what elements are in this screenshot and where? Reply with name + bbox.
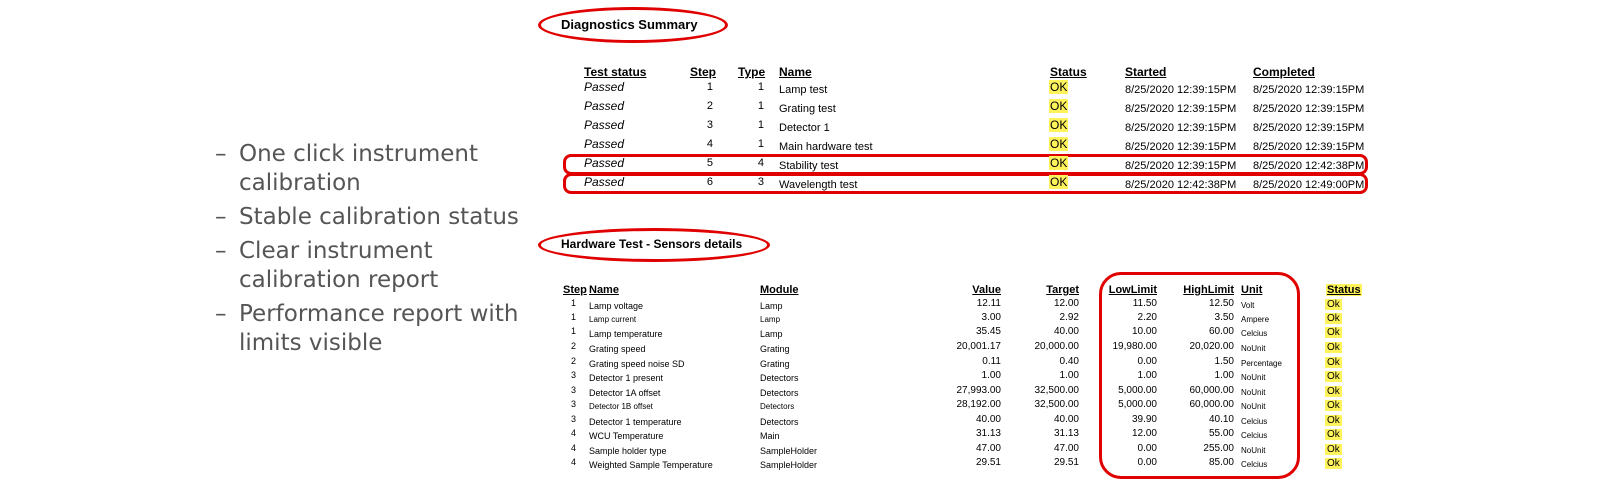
unit-cell: Celcius: [1241, 431, 1268, 440]
status-cell: OK: [1050, 137, 1068, 151]
module-cell: Grating: [760, 344, 790, 354]
header-highlimit: HighLimit: [1183, 284, 1234, 296]
table-row: [0, 399, 1600, 413]
table-row: [0, 118, 1600, 137]
target-cell: 1.00: [1059, 370, 1079, 381]
name-cell: Lamp current: [589, 315, 637, 324]
lowlimit-cell: 1.00: [1137, 370, 1157, 381]
status-cell: Ok: [1327, 342, 1340, 353]
highlimit-cell: 60,000.00: [1189, 385, 1234, 396]
started-cell: 8/25/2020 12:39:15PM: [1125, 141, 1237, 153]
lowlimit-cell: 5,000.00: [1118, 385, 1157, 396]
lowlimit-cell: 12.00: [1131, 428, 1157, 439]
bullet-dash: –: [215, 301, 227, 327]
lowlimit-cell: 19,980.00: [1112, 341, 1157, 352]
step-cell: 3: [570, 370, 576, 380]
completed-cell: 8/25/2020 12:39:15PM: [1253, 141, 1365, 153]
unit-cell: Ampere: [1241, 315, 1270, 324]
target-cell: 32,500.00: [1034, 385, 1079, 396]
name-cell: Grating speed noise SD: [589, 359, 685, 369]
name-cell: Detector 1 present: [589, 373, 664, 383]
table-row: [0, 326, 1600, 340]
table-row: [0, 99, 1600, 118]
type-cell: 1: [757, 138, 764, 150]
status-cell: OK: [1050, 99, 1068, 113]
bullet-text: Stable calibration status: [239, 204, 519, 230]
name-cell: Lamp temperature: [589, 329, 663, 339]
hardware-title: Hardware Test - Sensors details: [561, 237, 743, 251]
header-status: Status: [1050, 65, 1087, 79]
unit-cell: Celcius: [1241, 329, 1268, 338]
name-cell: Main hardware test: [779, 141, 873, 153]
bullet-item: [215, 203, 535, 232]
status-cell: Ok: [1327, 357, 1340, 368]
started-cell: 8/25/2020 12:39:15PM: [1125, 160, 1237, 172]
value-cell: 3.00: [981, 312, 1001, 323]
status-cell: Ok: [1327, 444, 1340, 455]
target-cell: 2.92: [1059, 312, 1079, 323]
value-cell: 35.45: [975, 326, 1001, 337]
step-cell: 6: [706, 176, 713, 188]
lowlimit-cell: 10.00: [1131, 326, 1157, 337]
header-value: Value: [972, 284, 1001, 296]
unit-cell: NoUnit: [1241, 446, 1266, 455]
lowlimit-cell: 2.20: [1137, 312, 1157, 323]
highlimit-cell: 85.00: [1208, 457, 1234, 468]
bullet-text: One click instrument calibration: [239, 141, 478, 196]
value-cell: 40.00: [975, 414, 1001, 425]
step-cell: 4: [570, 443, 576, 453]
status-cell: OK: [1050, 80, 1068, 94]
name-cell: Detector 1 temperature: [589, 417, 682, 427]
unit-cell: Percentage: [1241, 359, 1282, 368]
header-step: Step: [690, 65, 717, 79]
target-cell: 31.13: [1053, 428, 1079, 439]
name-cell: Weighted Sample Temperature: [589, 460, 713, 470]
value-cell: 1.00: [981, 370, 1001, 381]
table-row: [0, 385, 1600, 399]
module-cell: Detectors: [760, 388, 799, 398]
header-lowlimit: LowLimit: [1108, 284, 1157, 296]
table-row: [0, 356, 1600, 370]
status-cell: Ok: [1327, 299, 1340, 310]
completed-cell: 8/25/2020 12:39:15PM: [1253, 84, 1365, 96]
module-cell: Detectors: [760, 402, 795, 411]
header-started: Started: [1125, 65, 1167, 79]
completed-cell: 8/25/2020 12:39:15PM: [1253, 122, 1365, 134]
step-cell: 3: [570, 414, 576, 424]
header-test-status: Test status: [584, 65, 647, 79]
highlimit-cell: 55.00: [1208, 428, 1234, 439]
target-cell: 40.00: [1053, 326, 1079, 337]
header-completed: Completed: [1253, 65, 1316, 79]
lowlimit-cell: 0.00: [1137, 443, 1157, 454]
table-row: [0, 457, 1600, 471]
name-cell: Detector 1A offset: [589, 388, 661, 398]
type-cell: 1: [757, 119, 764, 131]
test-status-cell: Passed: [584, 118, 625, 132]
table-row: [0, 370, 1600, 384]
target-cell: 0.40: [1059, 356, 1079, 367]
highlimit-cell: 1.50: [1214, 356, 1234, 367]
status-cell: OK: [1050, 175, 1068, 189]
completed-cell: 8/25/2020 12:42:38PM: [1253, 160, 1365, 172]
value-cell: 47.00: [975, 443, 1001, 454]
table-row: [0, 341, 1600, 355]
highlimit-cell: 255.00: [1203, 443, 1234, 454]
header-module: Module: [760, 284, 799, 296]
target-cell: 12.00: [1053, 298, 1079, 309]
target-cell: 20,000.00: [1034, 341, 1079, 352]
step-cell: 1: [570, 312, 576, 322]
lowlimit-cell: 0.00: [1137, 457, 1157, 468]
highlimit-cell: 40.10: [1208, 414, 1234, 425]
table-row: [0, 175, 1600, 194]
step-cell: 1: [706, 81, 713, 93]
status-cell: Ok: [1327, 313, 1340, 324]
step-cell: 4: [570, 457, 576, 467]
unit-cell: NoUnit: [1241, 388, 1266, 397]
step-cell: 1: [570, 326, 576, 336]
highlimit-cell: 1.00: [1214, 370, 1234, 381]
table-row: [0, 312, 1600, 326]
header-status: Status: [1327, 284, 1361, 296]
name-cell: Grating speed: [589, 344, 646, 354]
header-name: Name: [779, 65, 812, 79]
test-status-cell: Passed: [584, 137, 625, 151]
table-row: [0, 414, 1600, 428]
started-cell: 8/25/2020 12:42:38PM: [1125, 179, 1237, 191]
test-status-cell: Passed: [584, 99, 625, 113]
table-row: [0, 298, 1600, 312]
unit-cell: Volt: [1241, 301, 1255, 310]
bullet-text: Performance report with limits visible: [239, 301, 519, 356]
highlimit-cell: 20,020.00: [1189, 341, 1234, 352]
highlimit-cell: 60.00: [1208, 326, 1234, 337]
header-step: Step: [563, 284, 587, 296]
status-cell: Ok: [1327, 415, 1340, 426]
name-cell: Lamp voltage: [589, 301, 644, 311]
diagnostics-title: Diagnostics Summary: [561, 17, 698, 32]
value-cell: 27,993.00: [956, 385, 1001, 396]
module-cell: Main: [760, 431, 780, 441]
bullet-text: Clear instrument calibration report: [239, 238, 439, 293]
step-cell: 2: [706, 100, 713, 112]
name-cell: WCU Temperature: [589, 431, 664, 441]
step-cell: 4: [570, 428, 576, 438]
target-cell: 47.00: [1053, 443, 1079, 454]
unit-cell: NoUnit: [1241, 373, 1266, 382]
table-row: [0, 80, 1600, 99]
bullet-item: [215, 237, 535, 295]
name-cell: Stability test: [779, 160, 839, 172]
started-cell: 8/25/2020 12:39:15PM: [1125, 122, 1237, 134]
step-cell: 3: [706, 119, 713, 131]
unit-cell: Celcius: [1241, 460, 1268, 469]
value-cell: 28,192.00: [956, 399, 1001, 410]
status-cell: Ok: [1327, 458, 1340, 469]
highlimit-cell: 3.50: [1214, 312, 1234, 323]
bullet-dash: –: [215, 238, 227, 264]
table-row: [0, 443, 1600, 457]
type-cell: 1: [757, 81, 764, 93]
table-row: [0, 428, 1600, 442]
target-cell: 40.00: [1053, 414, 1079, 425]
value-cell: 0.11: [982, 356, 1001, 367]
step-cell: 1: [570, 298, 576, 308]
name-cell: Grating test: [779, 103, 836, 115]
name-cell: Wavelength test: [779, 179, 858, 191]
highlimit-cell: 60,000.00: [1189, 399, 1234, 410]
step-cell: 5: [706, 157, 713, 169]
module-cell: Lamp: [760, 301, 783, 311]
lowlimit-cell: 39.90: [1131, 414, 1157, 425]
value-cell: 20,001.17: [956, 341, 1001, 352]
step-cell: 3: [570, 385, 576, 395]
status-cell: OK: [1050, 156, 1068, 170]
header-type: Type: [738, 65, 766, 79]
lowlimit-cell: 11.50: [1132, 298, 1157, 309]
step-cell: 2: [570, 356, 576, 366]
target-cell: 32,500.00: [1034, 399, 1079, 410]
module-cell: Lamp: [760, 329, 783, 339]
step-cell: 2: [570, 341, 576, 351]
module-cell: SampleHolder: [760, 446, 818, 456]
module-cell: Grating: [760, 359, 790, 369]
bullet-dash: –: [215, 204, 227, 230]
target-cell: 29.51: [1053, 457, 1079, 468]
started-cell: 8/25/2020 12:39:15PM: [1125, 84, 1237, 96]
test-status-cell: Passed: [584, 156, 625, 170]
step-cell: 4: [706, 138, 713, 150]
started-cell: 8/25/2020 12:39:15PM: [1125, 103, 1237, 115]
header-target: Target: [1046, 284, 1079, 296]
name-cell: Detector 1: [779, 122, 830, 134]
unit-cell: NoUnit: [1241, 344, 1266, 353]
completed-cell: 8/25/2020 12:39:15PM: [1253, 103, 1365, 115]
status-cell: OK: [1050, 118, 1068, 132]
value-cell: 12.11: [976, 298, 1001, 309]
unit-cell: NoUnit: [1241, 402, 1266, 411]
status-cell: Ok: [1327, 400, 1340, 411]
test-status-cell: Passed: [584, 80, 625, 94]
bullet-dash: –: [215, 141, 227, 167]
unit-cell: Celcius: [1241, 417, 1268, 426]
name-cell: Lamp test: [779, 84, 828, 96]
value-cell: 31.13: [975, 428, 1001, 439]
test-status-cell: Passed: [584, 175, 625, 189]
highlimit-cell: 12.50: [1208, 298, 1234, 309]
module-cell: Detectors: [760, 417, 799, 427]
value-cell: 29.51: [975, 457, 1001, 468]
step-cell: 3: [570, 399, 576, 409]
type-cell: 4: [757, 157, 764, 169]
status-cell: Ok: [1327, 429, 1340, 440]
status-cell: Ok: [1327, 386, 1340, 397]
lowlimit-cell: 5,000.00: [1118, 399, 1157, 410]
module-cell: SampleHolder: [760, 460, 818, 470]
completed-cell: 8/25/2020 12:49:00PM: [1253, 179, 1365, 191]
lowlimit-cell: 0.00: [1137, 356, 1157, 367]
header-name: Name: [589, 284, 619, 296]
status-cell: Ok: [1327, 371, 1340, 382]
module-cell: Detectors: [760, 373, 799, 383]
name-cell: Sample holder type: [589, 446, 667, 456]
header-unit: Unit: [1241, 284, 1263, 296]
type-cell: 1: [757, 100, 764, 112]
status-cell: Ok: [1327, 327, 1340, 338]
module-cell: Lamp: [760, 315, 781, 324]
type-cell: 3: [757, 176, 764, 188]
name-cell: Detector 1B offset: [589, 402, 653, 411]
